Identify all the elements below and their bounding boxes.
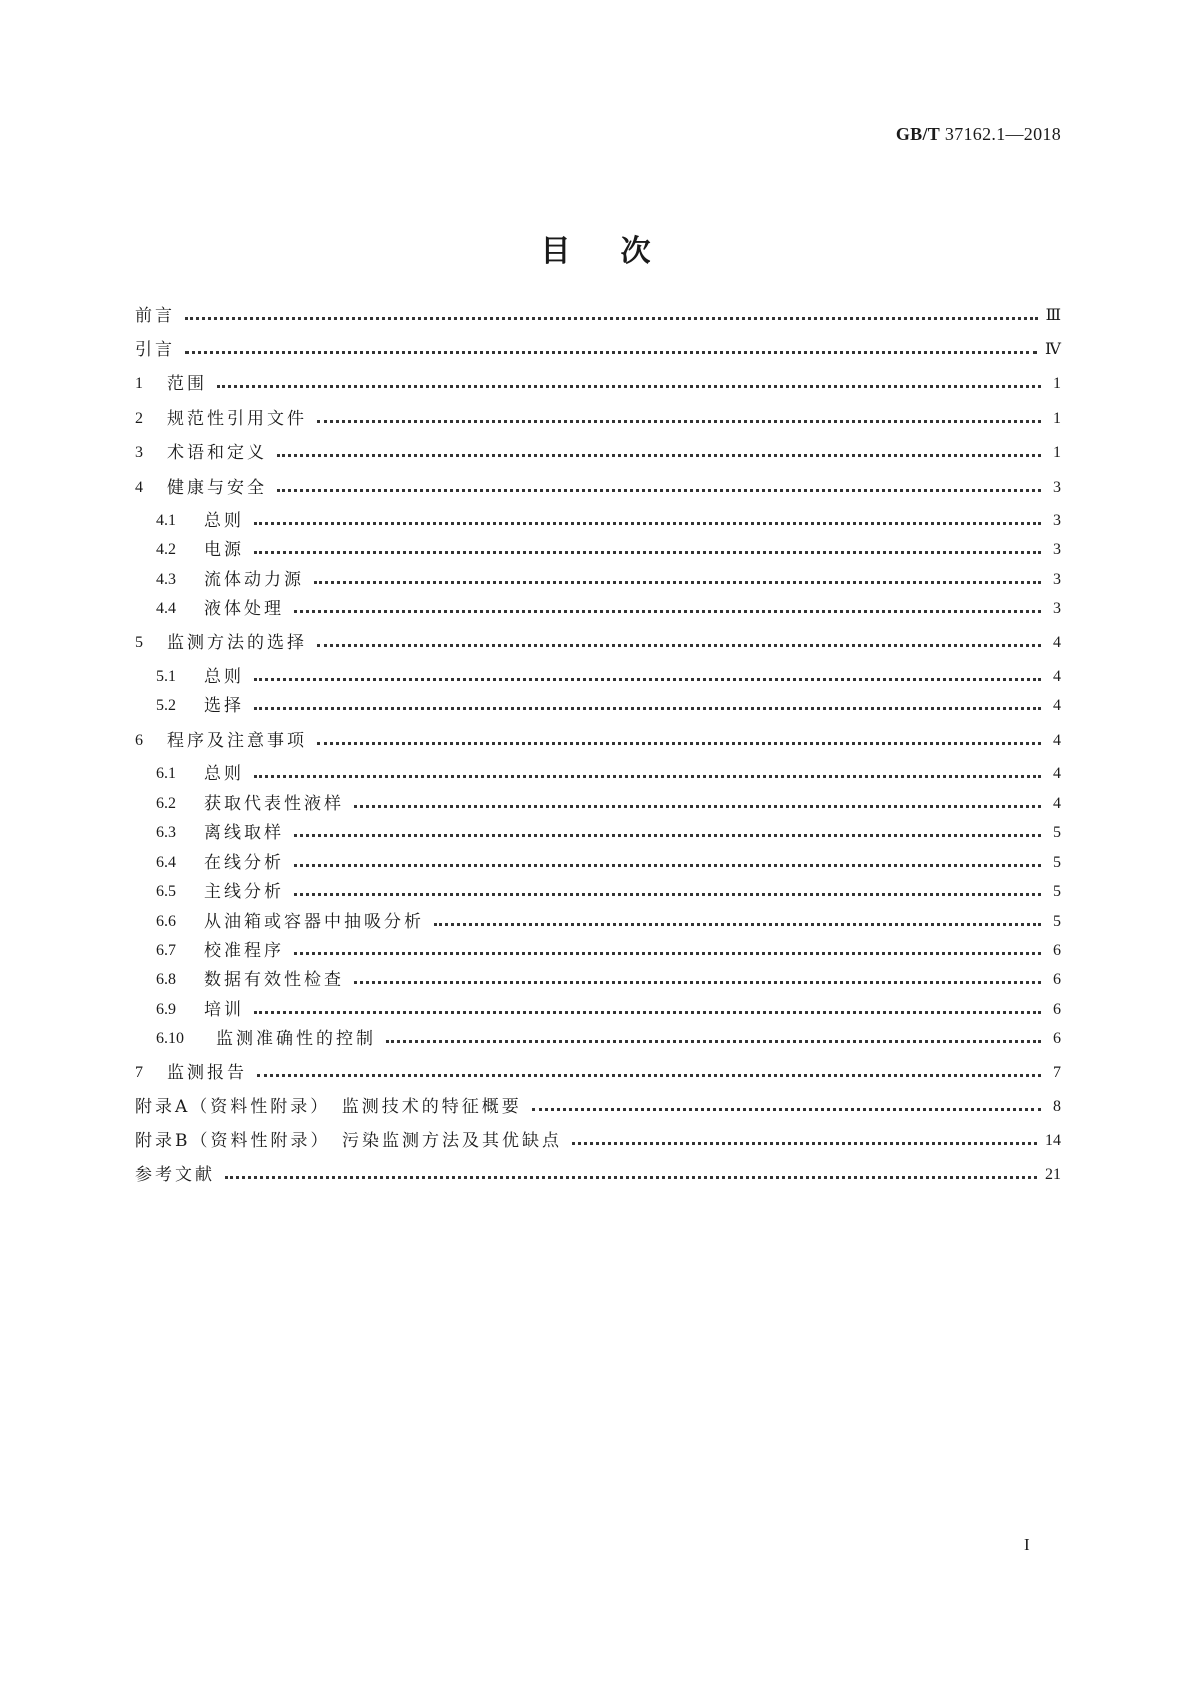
dot-leader [314, 580, 1041, 584]
toc-entry-title: 总则 [204, 511, 244, 531]
toc-entry[interactable] [156, 821, 1061, 845]
toc-entry-title: 程序及注意事项 [167, 731, 307, 751]
toc-entry-page: 3 [1053, 479, 1061, 496]
toc-entry-page: Ⅲ [1045, 307, 1061, 324]
toc-entry-title: 监测报告 [167, 1063, 247, 1083]
toc-entry-number: 4.1 [156, 512, 176, 529]
page-number: I [1024, 1535, 1030, 1554]
toc-entry-number: 4 [135, 479, 143, 496]
toc-entry-page: 7 [1053, 1064, 1061, 1081]
toc-entry-number: 5.1 [156, 668, 176, 685]
toc-entry[interactable] [156, 910, 1061, 934]
toc-entry[interactable] [156, 851, 1061, 875]
toc-entry[interactable] [135, 1095, 1061, 1119]
toc-entry-title: 离线取样 [204, 823, 284, 843]
dot-leader [257, 1073, 1041, 1077]
toc-entry-title: 范围 [167, 374, 207, 394]
toc-entry-page: 8 [1053, 1098, 1061, 1115]
toc-entry[interactable] [156, 880, 1061, 904]
dot-leader [277, 453, 1041, 457]
dot-leader [254, 774, 1041, 778]
toc-entry-title: 校准程序 [204, 941, 284, 961]
toc-entry-page: 3 [1053, 600, 1061, 617]
toc-entry[interactable] [156, 568, 1061, 592]
dot-leader [254, 550, 1041, 554]
dot-leader [386, 1039, 1041, 1043]
toc-entry-number: 7 [135, 1064, 143, 1081]
toc-entry-page: 6 [1053, 1030, 1061, 1047]
dot-leader [532, 1107, 1041, 1111]
toc-entry-number: 6.8 [156, 971, 176, 988]
toc-entry-title: 监测方法的选择 [167, 633, 307, 653]
toc-entry[interactable] [135, 407, 1061, 431]
toc-entry-title: 从油箱或容器中抽吸分析 [204, 912, 424, 932]
dot-leader [294, 833, 1041, 837]
dot-leader [294, 609, 1041, 613]
toc-entry-page: 4 [1053, 765, 1061, 782]
toc-entry-page: 4 [1053, 634, 1061, 651]
toc-entry-number: 5 [135, 634, 143, 651]
toc-entry-title: 电源 [204, 540, 244, 560]
toc-title: 目次 [540, 234, 701, 269]
toc-entry-number: 5.2 [156, 697, 176, 714]
toc-entry-page: 6 [1053, 1001, 1061, 1018]
toc-entry-title: 监测准确性的控制 [216, 1029, 376, 1049]
toc-entry-page: 4 [1053, 697, 1061, 714]
toc-entry[interactable] [156, 1027, 1061, 1051]
toc-entry[interactable] [135, 338, 1061, 362]
dot-leader [254, 1010, 1041, 1014]
toc-entry[interactable] [135, 476, 1061, 500]
toc-entry-number: 3 [135, 444, 143, 461]
dot-leader [317, 643, 1041, 647]
dot-leader [354, 980, 1041, 984]
standard-code: 37162.1—2018 [940, 124, 1061, 144]
toc-entry-page: 5 [1053, 854, 1061, 871]
toc-entry[interactable] [156, 998, 1061, 1022]
dot-leader [254, 677, 1041, 681]
toc-entry-number: 4.4 [156, 600, 176, 617]
toc-entry-title: 健康与安全 [167, 478, 267, 498]
dot-leader [317, 741, 1041, 745]
toc-entry[interactable] [135, 372, 1061, 396]
toc-entry-title: 规范性引用文件 [167, 409, 307, 429]
toc-entry-title: 术语和定义 [167, 443, 267, 463]
toc-entry-title: 流体动力源 [204, 570, 304, 590]
toc-entry[interactable] [135, 441, 1061, 465]
toc-entry-number: 4.3 [156, 571, 176, 588]
toc-entry[interactable] [135, 1163, 1061, 1187]
toc-entry[interactable] [156, 597, 1061, 621]
toc-entry-title: 前言 [135, 306, 175, 326]
toc-entry-title: 在线分析 [204, 853, 284, 873]
toc-entry-number: 6.3 [156, 824, 176, 841]
dot-leader [185, 350, 1037, 354]
dot-leader [317, 419, 1041, 423]
toc-entry-title: 引言 [135, 340, 175, 360]
toc-entry-number: 6.9 [156, 1001, 176, 1018]
dot-leader [225, 1175, 1037, 1179]
toc-entry[interactable] [156, 968, 1061, 992]
toc-entry-page: 4 [1053, 795, 1061, 812]
toc-entry-page: 6 [1053, 971, 1061, 988]
toc-entry-number: 6.6 [156, 913, 176, 930]
toc-entry-page: 3 [1053, 571, 1061, 588]
dot-leader [354, 804, 1041, 808]
toc-entry[interactable] [135, 1061, 1061, 1085]
toc-entry-page: 3 [1053, 512, 1061, 529]
toc-entry-number: 6.2 [156, 795, 176, 812]
toc-entry-title: 选择 [204, 696, 244, 716]
toc-entry-page: 6 [1053, 942, 1061, 959]
toc-entry-page: 1 [1053, 410, 1061, 427]
toc-entry-page: 3 [1053, 541, 1061, 558]
toc-entry[interactable] [135, 1129, 1061, 1153]
toc-entry-title: 附录A（资料性附录） 监测技术的特征概要 [135, 1097, 522, 1117]
toc-entry-page: 1 [1053, 444, 1061, 461]
toc-entry-title: 总则 [204, 764, 244, 784]
toc-entry-title: 液体处理 [204, 599, 284, 619]
toc-entry-page: 4 [1053, 732, 1061, 749]
dot-leader [277, 488, 1041, 492]
toc-entry-title: 培训 [204, 1000, 244, 1020]
toc-entry[interactable] [156, 665, 1061, 689]
toc-entry-page: 5 [1053, 883, 1061, 900]
toc-entry-number: 2 [135, 410, 143, 427]
toc-entry-number: 6.7 [156, 942, 176, 959]
toc-entry-title: 获取代表性液样 [204, 794, 344, 814]
toc-entry[interactable] [135, 304, 1061, 328]
toc-entry-number: 6.10 [156, 1030, 184, 1047]
dot-leader [572, 1141, 1037, 1145]
dot-leader [294, 863, 1041, 867]
toc-entry[interactable] [156, 939, 1061, 963]
toc-entry-page: 14 [1045, 1132, 1061, 1149]
dot-leader [254, 521, 1041, 525]
toc-entry-title: 附录B（资料性附录） 污染监测方法及其优缺点 [135, 1131, 562, 1151]
toc-entry-number: 6 [135, 732, 143, 749]
toc-entry-number: 4.2 [156, 541, 176, 558]
toc-entry-page: 4 [1053, 668, 1061, 685]
toc-entry-number: 6.1 [156, 765, 176, 782]
toc-entry[interactable] [135, 729, 1061, 753]
standard-prefix: GB/T [895, 124, 941, 144]
toc-entry[interactable] [156, 538, 1061, 562]
toc-entry-title: 参考文献 [135, 1165, 215, 1185]
dot-leader [434, 922, 1041, 926]
toc-entry-page: 5 [1053, 824, 1061, 841]
toc-entry[interactable] [156, 762, 1061, 786]
dot-leader [294, 951, 1041, 955]
toc-entry-page: 1 [1053, 375, 1061, 392]
toc-entry-number: 1 [135, 375, 143, 392]
dot-leader [294, 892, 1041, 896]
toc-entry-title: 总则 [204, 667, 244, 687]
toc-entry[interactable] [156, 509, 1061, 533]
dot-leader [254, 706, 1041, 710]
toc-entry[interactable] [156, 694, 1061, 718]
toc-entry-title: 数据有效性检查 [204, 970, 344, 990]
dot-leader [217, 384, 1041, 388]
dot-leader [185, 316, 1038, 320]
toc-entry-number: 6.5 [156, 883, 176, 900]
toc-entry-page: Ⅳ [1045, 341, 1061, 358]
toc-entry[interactable] [135, 631, 1061, 655]
toc-entry[interactable] [156, 792, 1061, 816]
toc-entry-page: 5 [1053, 913, 1061, 930]
toc-entry-title: 主线分析 [204, 882, 284, 902]
toc-entry-number: 6.4 [156, 854, 176, 871]
toc-entry-page: 21 [1045, 1166, 1061, 1183]
